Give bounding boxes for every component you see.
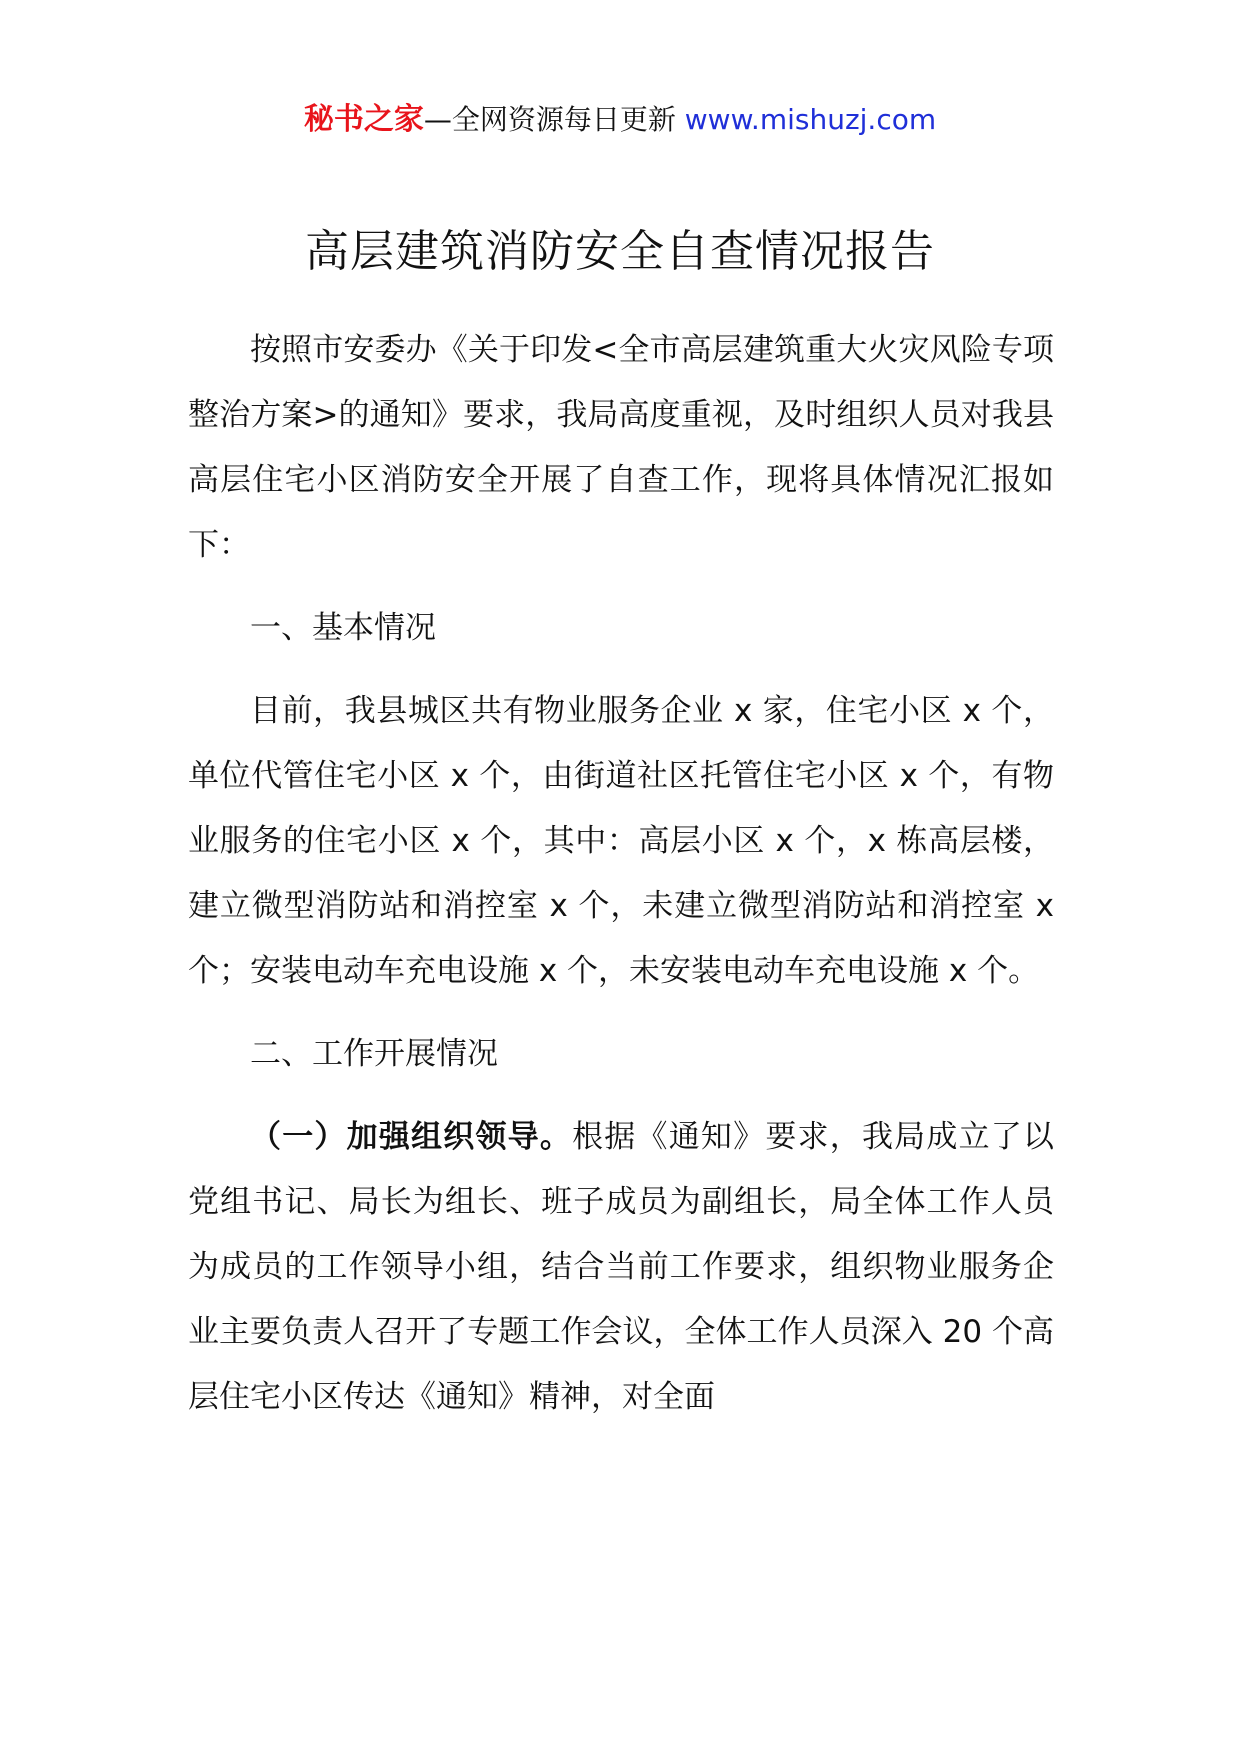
section-heading-basic: 一、基本情况 [250,610,436,646]
work-item-lead: （一）加强组织领导。 [250,1119,573,1155]
section-heading-work: 二、工作开展情况 [250,1036,498,1072]
work-item-paragraph [188,1105,1054,1430]
brand-name: 秘书之家 [303,102,424,137]
basic-situation-paragraph: 目前，我县城区共有物业服务企业 x 家，住宅小区 x 个，单位代管住宅小区 x 个，由街道社区托管住宅小区 x 个，有物业服务的住宅小区 x 个，其中：高层小区 x 个，x 栋高层楼，建立微型消防站和消控室 x 个，未建立微型消防站和消控室 x 个；安装电动车充电设施 x 个，未安装电动车充电设施 x 个。 [188,693,1054,989]
document-title: 高层建筑消防安全自查情况报告 [305,226,935,277]
work-item-body: 根据《通知》要求，我局成立了以党组书记、局长为组长、班子成员为副组长，局全体工作人员为成员的工作领导小组，结合当前工作要求，组织物业服务企业主要负责人召开了专题工作会议，全体工作人员深入 20 个高层住宅小区传达《通知》精神，对全面 [188,1119,1055,1415]
header-tagline: —全网资源每日更新 [423,103,676,136]
document-body [188,318,1054,1448]
site-url-link[interactable]: www.mishuzj.com [684,103,937,136]
site-header [0,100,1240,140]
intro-paragraph: 按照市安委办《关于印发<全市高层建筑重大火灾风险专项整治方案>的通知》要求，我局高度重视，及时组织人员对我县高层住宅小区消防安全开展了自查工作，现将具体情况汇报如下： [188,332,1054,563]
